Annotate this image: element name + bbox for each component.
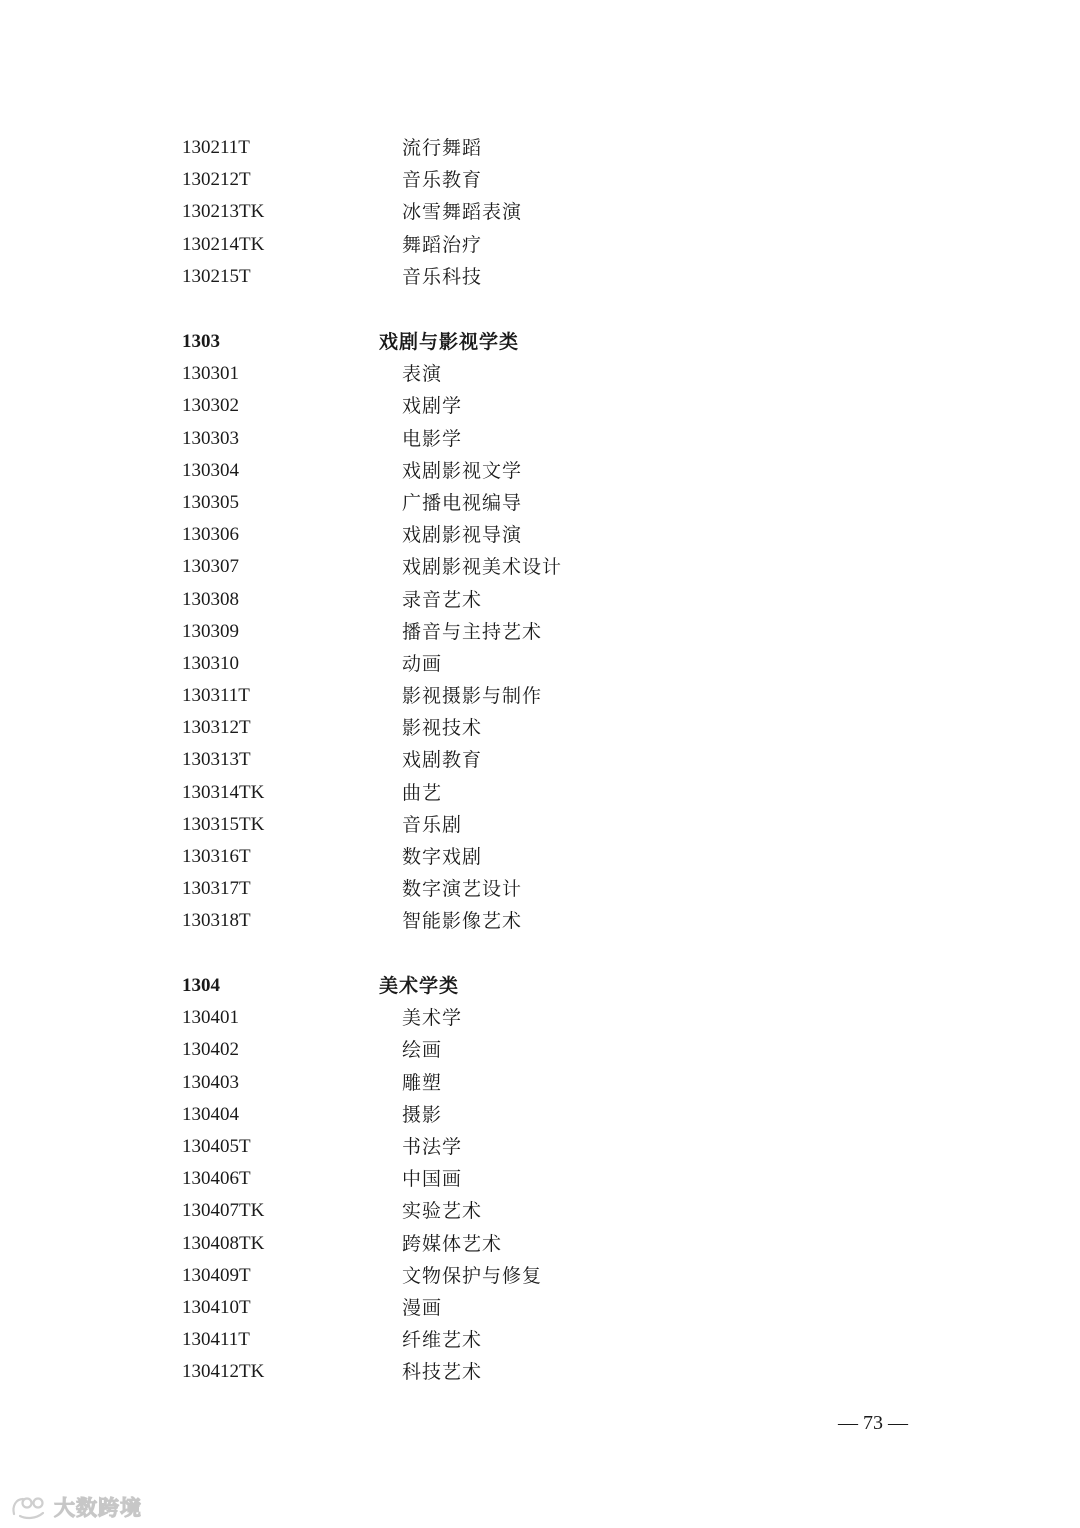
watermark — [10, 1490, 142, 1524]
major-name: 电影学 — [402, 427, 463, 450]
major-code: 130213TK — [182, 201, 265, 223]
table-row — [0, 551, 1080, 583]
table-row — [0, 873, 1080, 905]
table-row — [0, 1002, 1080, 1034]
table-row — [0, 1099, 1080, 1131]
major-name: 音乐剧 — [402, 813, 463, 836]
table-row — [0, 1195, 1080, 1227]
major-name: 戏剧学 — [402, 395, 463, 418]
table-row — [0, 358, 1080, 390]
major-code: 130304 — [182, 459, 239, 481]
brand-logo-icon — [10, 1494, 50, 1520]
section-1303 — [0, 326, 1080, 938]
major-name: 实验艺术 — [402, 1200, 483, 1223]
major-code: 130301 — [182, 363, 239, 385]
table-row — [0, 809, 1080, 841]
major-code: 130401 — [182, 1007, 239, 1029]
category-header — [0, 326, 1080, 358]
major-name: 广播电视编导 — [402, 491, 523, 514]
major-name: 文物保护与修复 — [402, 1264, 543, 1287]
table-row — [0, 1034, 1080, 1066]
table-row — [0, 196, 1080, 228]
category-name: 美术学类 — [379, 975, 460, 997]
major-code: 130306 — [182, 524, 239, 546]
category-name: 戏剧与影视学类 — [379, 331, 520, 353]
major-name: 曲艺 — [402, 781, 443, 804]
major-code: 130406T — [182, 1168, 251, 1190]
major-code: 130412TK — [182, 1361, 265, 1383]
major-name: 戏剧影视文学 — [402, 459, 523, 482]
major-code: 130409T — [182, 1264, 251, 1286]
major-name: 数字戏剧 — [402, 846, 483, 868]
major-code: 130317T — [182, 878, 251, 900]
major-code: 130214TK — [182, 233, 265, 255]
table-row — [0, 616, 1080, 648]
section-1304 — [0, 970, 1080, 1388]
major-name: 美术学 — [402, 1007, 463, 1030]
major-name: 音乐科技 — [402, 265, 483, 288]
major-name: 舞蹈治疗 — [402, 233, 483, 256]
table-row — [0, 132, 1080, 164]
table-row — [0, 1067, 1080, 1099]
table-row — [0, 455, 1080, 487]
major-name: 表演 — [402, 363, 443, 386]
table-row — [0, 164, 1080, 196]
major-name: 雕塑 — [402, 1071, 443, 1094]
major-code: 130315TK — [182, 813, 265, 835]
major-code: 130308 — [182, 588, 239, 610]
table-row — [0, 1260, 1080, 1292]
table-row — [0, 487, 1080, 519]
major-code: 130305 — [182, 491, 239, 513]
major-name: 音乐教育 — [402, 169, 483, 192]
major-name: 纤维艺术 — [402, 1329, 483, 1352]
table-row — [0, 1163, 1080, 1195]
table-row — [0, 1292, 1080, 1324]
table-row — [0, 648, 1080, 680]
major-code: 130302 — [182, 395, 239, 417]
table-row — [0, 1228, 1080, 1260]
category-code: 1303 — [182, 331, 220, 352]
section-1302-continued — [0, 132, 1080, 293]
major-code: 130309 — [182, 620, 239, 642]
major-name: 影视摄影与制作 — [402, 685, 543, 708]
major-name: 中国画 — [402, 1168, 463, 1191]
major-name: 录音艺术 — [402, 588, 483, 611]
major-name: 影视技术 — [402, 717, 483, 740]
major-code: 130316T — [182, 846, 251, 867]
table-row — [0, 841, 1080, 873]
category-code: 1304 — [182, 975, 220, 996]
category-header — [0, 970, 1080, 1002]
major-code: 130211T — [182, 137, 250, 158]
table-row — [0, 1356, 1080, 1388]
major-code: 130318T — [182, 910, 251, 932]
table-row — [0, 680, 1080, 712]
major-name: 戏剧影视美术设计 — [402, 556, 563, 579]
table-row — [0, 1324, 1080, 1356]
watermark-text: 大数跨境 — [54, 1496, 142, 1520]
major-name: 冰雪舞蹈表演 — [402, 201, 523, 224]
major-name: 动画 — [402, 652, 443, 675]
major-code: 130307 — [182, 556, 239, 578]
table-row — [0, 1131, 1080, 1163]
major-code: 130404 — [182, 1103, 239, 1125]
major-name: 流行舞蹈 — [402, 137, 483, 159]
table-row — [0, 423, 1080, 455]
major-code: 130410T — [182, 1296, 251, 1318]
table-row — [0, 584, 1080, 616]
major-name: 科技艺术 — [402, 1361, 483, 1384]
table-row — [0, 777, 1080, 809]
major-code: 130411T — [182, 1329, 250, 1351]
page-number: — 73 — — [838, 1412, 908, 1434]
major-code: 130313T — [182, 749, 251, 771]
major-code: 130312T — [182, 717, 251, 739]
table-row — [0, 712, 1080, 744]
major-code: 130402 — [182, 1039, 239, 1061]
major-name: 智能影像艺术 — [402, 910, 523, 933]
major-name: 戏剧影视导演 — [402, 524, 523, 547]
major-name: 戏剧教育 — [402, 749, 483, 772]
major-name: 播音与主持艺术 — [402, 620, 543, 643]
table-row — [0, 519, 1080, 551]
major-name: 漫画 — [402, 1296, 443, 1319]
major-name: 书法学 — [402, 1135, 463, 1158]
major-name: 跨媒体艺术 — [402, 1232, 503, 1255]
table-row — [0, 261, 1080, 293]
major-code: 130405T — [182, 1135, 251, 1157]
table-row — [0, 744, 1080, 776]
major-code: 130212T — [182, 169, 251, 191]
major-code: 130215T — [182, 265, 251, 287]
major-code: 130403 — [182, 1071, 239, 1093]
major-name: 数字演艺设计 — [402, 878, 523, 901]
table-row — [0, 905, 1080, 937]
major-code: 130408TK — [182, 1232, 265, 1254]
major-code: 130407TK — [182, 1200, 265, 1222]
major-code: 130303 — [182, 427, 239, 449]
table-row — [0, 390, 1080, 422]
major-code: 130314TK — [182, 781, 265, 803]
major-code: 130311T — [182, 685, 250, 707]
table-row — [0, 229, 1080, 261]
major-name: 摄影 — [402, 1103, 443, 1126]
major-code: 130310 — [182, 652, 239, 674]
major-name: 绘画 — [402, 1039, 443, 1062]
